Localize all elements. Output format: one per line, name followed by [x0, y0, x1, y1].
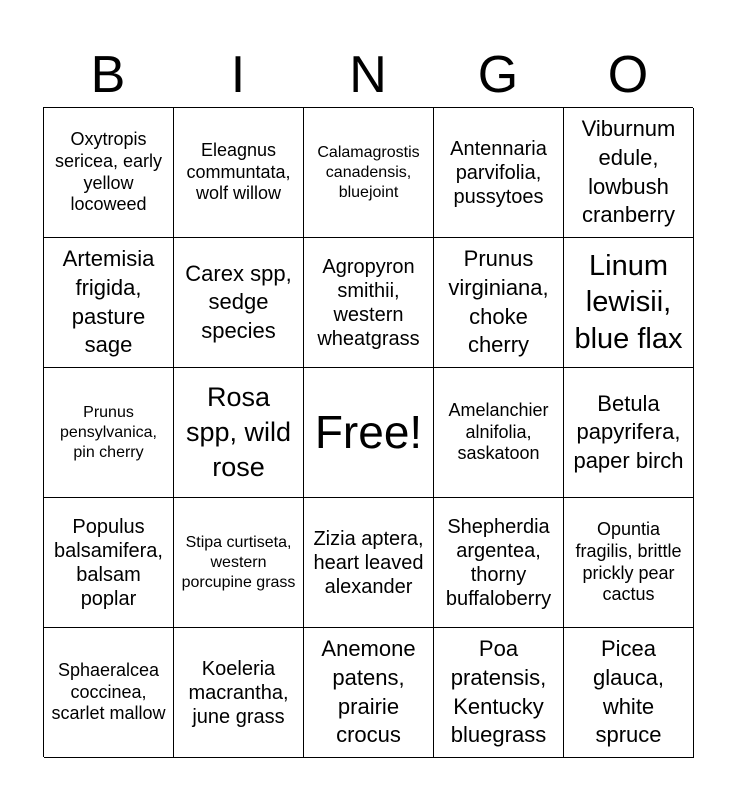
- free-space-label: Free!: [314, 406, 423, 459]
- cell-text: Calamagrostis canadensis, bluejoint: [317, 143, 420, 201]
- header-letter-i: I: [230, 46, 246, 104]
- cell-text: Prunus pensylvanica, pin cherry: [60, 403, 157, 461]
- cell-text: Zizia aptera, heart leaved alexander: [313, 527, 424, 598]
- bingo-cell[interactable]: [304, 628, 434, 758]
- cell-text: Artemisia frigida, pasture sage: [62, 246, 155, 358]
- bingo-cell[interactable]: [174, 628, 304, 758]
- cell-text: Prunus virginiana, choke cherry: [448, 246, 549, 358]
- bingo-cell[interactable]: [564, 368, 694, 498]
- bingo-cell[interactable]: [304, 238, 434, 368]
- cell-text: Poa pratensis, Kentucky bluegrass: [450, 636, 547, 748]
- bingo-cell[interactable]: [434, 108, 564, 238]
- bingo-cell[interactable]: [174, 238, 304, 368]
- bingo-cell[interactable]: [174, 108, 304, 238]
- cell-text: Rosa spp, wild rose: [185, 381, 292, 483]
- cell-text: Anemone patens, prairie crocus: [321, 636, 416, 748]
- bingo-cell[interactable]: [44, 238, 174, 368]
- cell-text: Carex spp, sedge species: [185, 260, 292, 343]
- bingo-cell[interactable]: [304, 108, 434, 238]
- bingo-cell[interactable]: [434, 368, 564, 498]
- cell-text: Koeleria macrantha, june grass: [188, 657, 289, 728]
- bingo-cell[interactable]: [44, 108, 174, 238]
- bingo-cell[interactable]: [434, 238, 564, 368]
- bingo-cell[interactable]: [44, 628, 174, 758]
- cell-text: Eleagnus communtata, wolf willow: [186, 139, 291, 204]
- cell-text: Amelanchier alnifolia, saskatoon: [448, 399, 549, 464]
- bingo-header: [43, 44, 693, 106]
- bingo-cell[interactable]: [174, 368, 304, 498]
- cell-text: Shepherdia argentea, thorny buffaloberry: [445, 515, 552, 610]
- cell-text: Oxytropis sericea, early yellow locoweed: [54, 128, 163, 215]
- bingo-cell[interactable]: [44, 498, 174, 628]
- bingo-cell[interactable]: [174, 498, 304, 628]
- bingo-cell[interactable]: [564, 108, 694, 238]
- bingo-cell[interactable]: [434, 498, 564, 628]
- cell-text: Picea glauca, white spruce: [593, 636, 664, 748]
- bingo-cell[interactable]: [304, 498, 434, 628]
- header-letter-g: G: [477, 46, 519, 104]
- cell-text: Viburnum edule, lowbush cranberry: [581, 116, 676, 228]
- cell-text: Antennaria parvifolia, pussytoes: [450, 137, 547, 208]
- bingo-cell[interactable]: [564, 238, 694, 368]
- cell-text: Agropyron smithii, western wheatgrass: [317, 255, 420, 350]
- bingo-cell[interactable]: [564, 628, 694, 758]
- cell-text: Linum lewisii, blue flax: [574, 250, 683, 355]
- cell-text: Opuntia fragilis, brittle prickly pear cactus: [575, 518, 682, 605]
- bingo-board: [43, 107, 693, 757]
- header-letter-n: N: [349, 46, 387, 104]
- cell-text: Betula papyrifera, paper birch: [573, 390, 684, 473]
- bingo-cell[interactable]: [434, 628, 564, 758]
- cell-text: Populus balsamifera, balsam poplar: [54, 515, 163, 610]
- cell-text: Sphaeralcea coccinea, scarlet mallow: [51, 659, 166, 724]
- cell-text: Stipa curtiseta, western porcupine grass: [181, 533, 296, 591]
- header-letter-o: O: [607, 46, 649, 104]
- free-space[interactable]: [304, 368, 434, 498]
- bingo-cell[interactable]: [44, 368, 174, 498]
- header-letter-b: B: [90, 46, 126, 104]
- bingo-cell[interactable]: [564, 498, 694, 628]
